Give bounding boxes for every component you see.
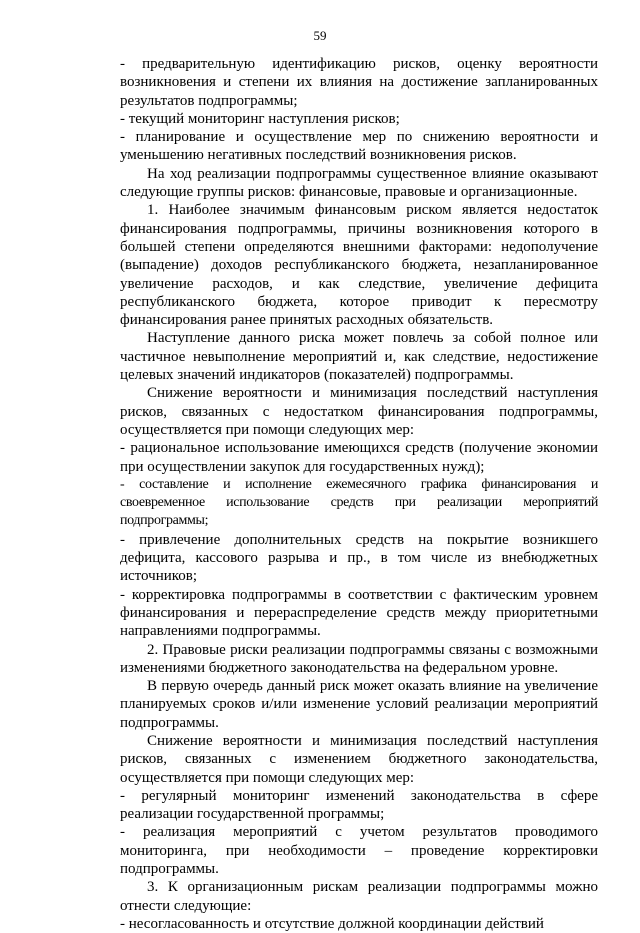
paragraph-10: - привлечение дополнительных средств на покрытие возникшего дефицита, кассового разрыва и пр., в том числе из внебюджетных источников; (120, 531, 598, 585)
paragraph-12: 2. Правовые риски реализации подпрограммы связаны с возможными изменениями бюджетного законодательства на федеральном уровне. (120, 641, 598, 676)
paragraph-6: Наступление данного риска может повлечь за собой полное или частичное невыполнение мероприятий и, как следствие, недостижение целевых значений индикаторов (показателей) подпрограммы. (120, 330, 598, 384)
paragraph-13: В первую очередь данный риск может оказать влияние на увеличение планируемых сроков и/или изменение условий реализации мероприятий подпрограммы. (120, 678, 598, 731)
paragraph-14: Снижение вероятности и минимизация последствий наступления рисков, связанных с изменением бюджетного законодательства, осуществляется при помощи следующих мер: (120, 732, 598, 786)
paragraph-8: - рациональное использование имеющихся средств (получение экономии при осуществлении закупок для государственных нужд); (120, 440, 598, 475)
paragraph-15: - регулярный мониторинг изменений законодательства в сфере реализации государственной программы; (120, 787, 598, 823)
paragraph-18: - несогласованность и отсутствие должной координации действий (120, 915, 544, 932)
paragraph-9: - составление и исполнение ежемесячного графика финансирования и своевременное использование средств при реализации мероприятий подпрограммы; (120, 476, 598, 529)
page-number: 59 (313, 28, 327, 43)
document-body (120, 55, 598, 933)
paragraph-2: - текущий мониторинг наступления рисков; (120, 110, 400, 127)
paragraph-1: - предварительную идентификацию рисков, оценку вероятности возникновения и степени их влияния на достижение запланированных результатов подпрограммы; (120, 56, 598, 109)
paragraph-11: - корректировка подпрограммы в соответствии с фактическим уровнем финансирования и перераспределение средств между приоритетными направлениями подпрограммы. (120, 586, 598, 640)
paragraph-5: 1. Наиболее значимым финансовым риском является недостаток финансирования подпрограммы, причины возникновения которого в большей степени определяются внешними факторами: недополучение (выпадение) доходов республиканского бюджета, незапланированное увеличение расходов, и как следствие, увеличение дефицита республиканского бюджета, которое приводит к пересмотру финансирования ранее принятых расходных обязательств. (120, 202, 598, 329)
paragraph-17: 3. К организационным рискам реализации подпрограммы можно отнести следующие: (120, 879, 598, 914)
paragraph-4: На ход реализации подпрограммы существенное влияние оказывают следующие группы рисков: финансовые, правовые и организационные. (120, 165, 598, 201)
paragraph-16: - реализация мероприятий с учетом результатов проводимого мониторинга, при необходимости – проведение корректировки подпрограммы. (120, 824, 598, 878)
paragraph-3: - планирование и осуществление мер по снижению вероятности и уменьшению негативных последствий возникновения рисков. (120, 129, 598, 164)
paragraph-7: Снижение вероятности и минимизация последствий наступления рисков, связанных с недостатком финансирования подпрограммы, осуществляется при помощи следующих мер: (120, 385, 598, 438)
